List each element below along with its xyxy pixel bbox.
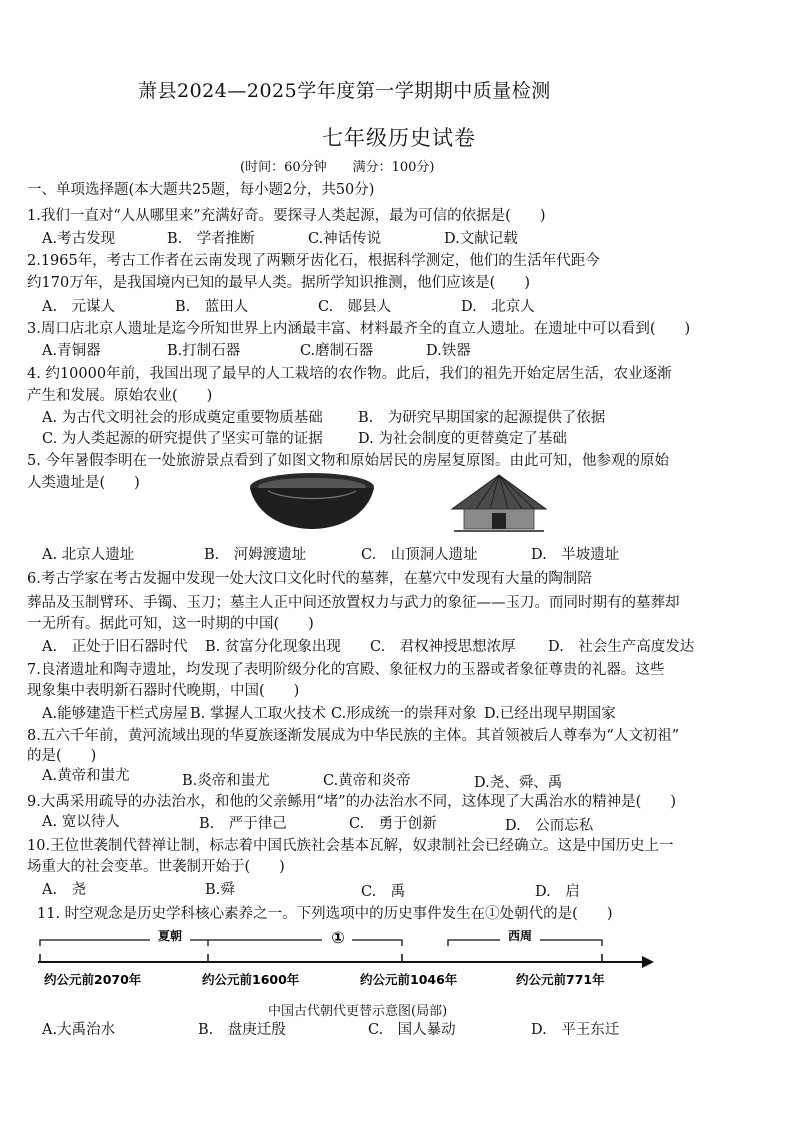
option-c: C. 山顶洞人遗址 bbox=[361, 547, 478, 563]
question-stem: 约170万年，是我国境内已知的最早人类。据所学知识推测，他们应该是( ) bbox=[27, 275, 530, 291]
option-c: C. 禹 bbox=[361, 884, 406, 900]
question-stem: 现象集中表明新石器时代晚期，中国( ) bbox=[27, 683, 300, 699]
question-stem: 6.考古学家在考古发掘中发现一处大汶口文化时代的墓葬，在墓穴中发现有大量的陶制陪 bbox=[27, 571, 592, 587]
option-c: C. 国人暴动 bbox=[368, 1022, 456, 1038]
question-stem: 葬品及玉制臂环、手镯、玉刀；墓主人正中间还放置权力与武力的象征——玉刀。而同时期有的墓葬却 bbox=[27, 595, 680, 611]
question-stem: 10.王位世袭制代替禅让制，标志着中国氏族社会基本瓦解，奴隶制社会已经确立。这是中国历史上一 bbox=[27, 838, 674, 854]
option-b: B. 为研究早期国家的起源提供了依据 bbox=[358, 410, 606, 426]
option-d: D. 为社会制度的更替奠定了基础 bbox=[358, 431, 567, 447]
option-b: B.炎帝和蚩尤 bbox=[182, 773, 270, 789]
option-c: C.黄帝和炎帝 bbox=[323, 773, 411, 789]
option-c: C.形成统一的崇拜对象 bbox=[331, 706, 477, 722]
exam-meta: (时间：60分钟 满分：100分) bbox=[240, 160, 435, 175]
option-a: A. 元谋人 bbox=[42, 299, 116, 315]
option-c: C. 君权神授思想浓厚 bbox=[370, 639, 516, 655]
timeline-caption: 中国古代朝代更替示意图(局部) bbox=[268, 1004, 448, 1019]
option-b: B. 严于律己 bbox=[199, 816, 287, 832]
option-c: C. 郧县人 bbox=[318, 299, 392, 315]
option-d: D.铁器 bbox=[426, 343, 471, 359]
option-c: C. 勇于创新 bbox=[349, 816, 437, 832]
question-stem: 4. 约10000年前，我国出现了最早的人工栽培的农作物。此后，我们的祖先开始定居生活，农业逐渐 bbox=[27, 366, 672, 382]
option-a: A. 正处于旧石器时代 bbox=[42, 639, 188, 655]
dynasty-timeline bbox=[30, 924, 670, 996]
pottery-bowl-image bbox=[248, 471, 376, 531]
option-b: B. 盘庚迁殷 bbox=[198, 1022, 286, 1038]
hut-reconstruction-image bbox=[446, 473, 552, 539]
option-b: B. 学者推断 bbox=[167, 231, 255, 247]
question-stem: 3.周口店北京人遗址是迄今所知世界上内涵最丰富、材料最齐全的直立人遗址。在遗址中可以看到( ) bbox=[27, 321, 691, 337]
option-c: C.神话传说 bbox=[308, 231, 382, 247]
question-stem: 7.良渚遗址和陶寺遗址，均发现了表明阶级分化的宫殿、象征权力的玉器或者象征尊贵的礼器。这些 bbox=[27, 662, 665, 678]
section-heading: 一、单项选择题(本大题共25题，每小题2分，共50分) bbox=[27, 182, 375, 198]
option-d: D. 北京人 bbox=[461, 299, 535, 315]
option-d: D.已经出现早期国家 bbox=[484, 706, 616, 722]
option-b: B. 蓝田人 bbox=[175, 299, 249, 315]
timeline-date: 约公元前771年 bbox=[516, 972, 605, 987]
exam-subtitle: 七年级历史试卷 bbox=[322, 126, 476, 150]
timeline-date: 约公元前1600年 bbox=[202, 972, 300, 987]
question-stem: 产生和发展。原始农业( ) bbox=[27, 388, 213, 404]
option-d: D. 启 bbox=[535, 884, 580, 900]
option-a: A.大禹治水 bbox=[42, 1022, 116, 1038]
option-a: A.青铜器 bbox=[42, 343, 101, 359]
timeline-date: 约公元前1046年 bbox=[360, 972, 458, 987]
exam-title: 萧县2024—2025学年度第一学期期中质量检测 bbox=[138, 80, 551, 102]
bowl-body bbox=[250, 488, 374, 529]
option-a: A.黄帝和蚩尤 bbox=[42, 768, 130, 784]
option-d: D.文献记载 bbox=[444, 231, 518, 247]
question-stem: 8.五六千年前，黄河流域出现的华夏族逐渐发展成为中华民族的主体。其首领被后人尊奉为“人文初祖” bbox=[27, 728, 680, 744]
timeline-date: 约公元前2070年 bbox=[44, 972, 142, 987]
option-b: B. 掌握人工取火技术 bbox=[190, 706, 326, 722]
option-d: D. 平王东迁 bbox=[531, 1022, 620, 1038]
era-unknown-label: ① bbox=[331, 928, 345, 947]
question-stem: 场重大的社会变革。世袭制开始于( ) bbox=[27, 859, 285, 875]
question-stem: 的是( ) bbox=[27, 748, 97, 764]
hut-door bbox=[492, 513, 506, 529]
option-b: B. 贫富分化现象出现 bbox=[205, 639, 341, 655]
era-xia-label: 夏朝 bbox=[157, 929, 183, 943]
option-a: A. 宽以待人 bbox=[42, 814, 120, 830]
question-stem: 人类遗址是( ) bbox=[27, 475, 140, 491]
hut-roof bbox=[452, 475, 546, 509]
option-a: A. 尧 bbox=[42, 882, 87, 898]
option-d: D. 公而忘私 bbox=[505, 818, 594, 834]
era-xizhou-label: 西周 bbox=[507, 929, 533, 943]
question-stem: 一无所有。据此可知，这一时期的中国( ) bbox=[27, 616, 314, 632]
option-d: D.尧、舜、禹 bbox=[474, 775, 563, 791]
question-stem: 1.我们一直对“人从哪里来”充满好奇。要探寻人类起源，最为可信的依据是( ) bbox=[27, 208, 546, 224]
question-stem: 11. 时空观念是历史学科核心素养之一。下列选项中的历史事件发生在①处朝代的是( ) bbox=[37, 906, 613, 922]
option-a: A.能够建造干栏式房屋 bbox=[42, 706, 188, 722]
option-d: D. 社会生产高度发达 bbox=[548, 639, 695, 655]
option-a: A. 北京人遗址 bbox=[42, 547, 135, 563]
option-d: D. 半坡遗址 bbox=[531, 547, 620, 563]
question-stem: 5. 今年暑假李明在一处旅游景点看到了如图文物和原始居民的房屋复原图。由此可知，他参观的原始 bbox=[27, 453, 669, 469]
question-stem: 9.大禹采用疏导的办法治水，和他的父亲鲧用“堵”的办法治水不同，这体现了大禹治水的精神是( ) bbox=[27, 794, 676, 810]
option-b: B. 河姆渡遗址 bbox=[204, 547, 307, 563]
option-a: A.考古发现 bbox=[42, 231, 116, 247]
option-a: A. 为古代文明社会的形成奠定重要物质基础 bbox=[42, 410, 323, 426]
option-c: C. 为人类起源的研究提供了坚实可靠的证据 bbox=[42, 431, 323, 447]
question-stem: 2.1965年，考古工作者在云南发现了两颗牙齿化石，根据科学测定，他们的生活年代距今 bbox=[27, 253, 600, 269]
option-c: C.磨制石器 bbox=[300, 343, 374, 359]
option-b: B.打制石器 bbox=[167, 343, 241, 359]
timeline-arrow bbox=[642, 956, 654, 968]
option-b: B.舜 bbox=[205, 882, 235, 898]
